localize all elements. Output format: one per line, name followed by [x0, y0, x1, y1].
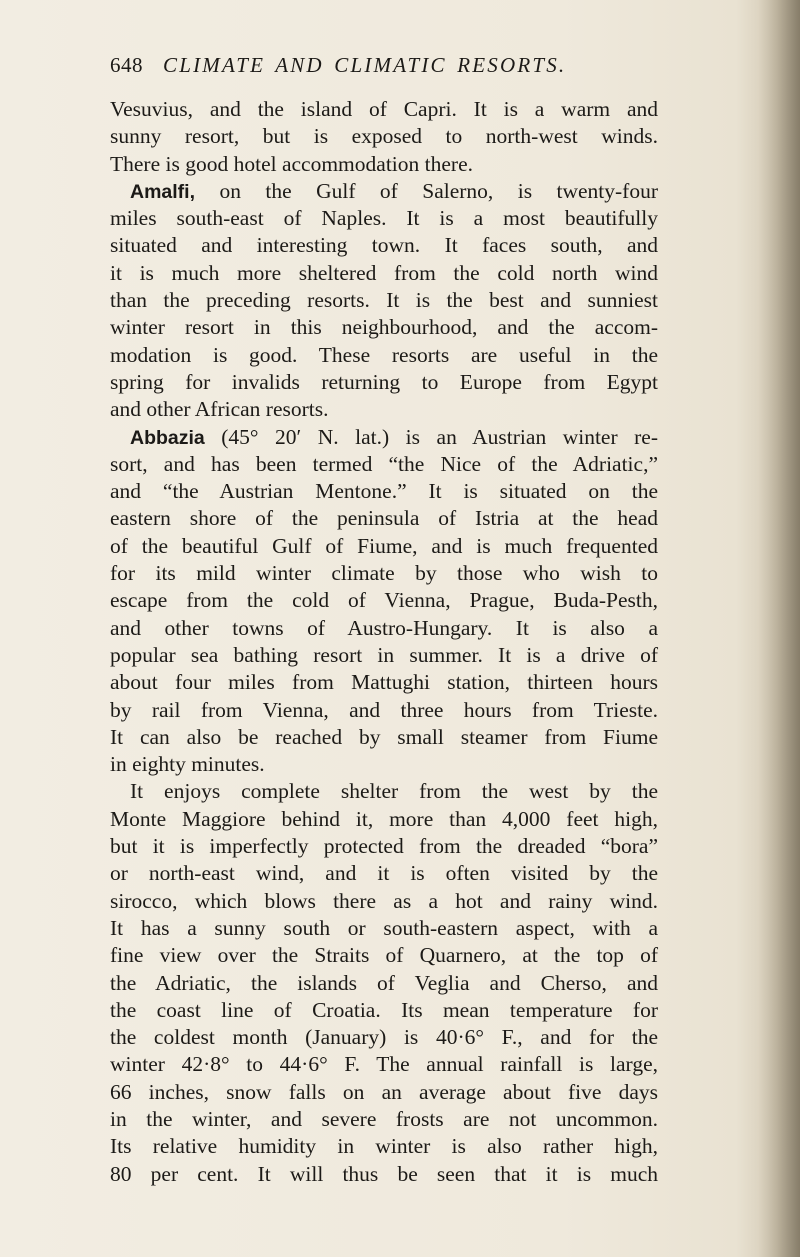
text-line: Its relative humidity in winter is also rather high,: [110, 1134, 658, 1159]
text-line: winter 42·8° to 44·6° F. The annual rainfall is large,: [110, 1052, 658, 1077]
text-line: and other African resorts.: [110, 397, 329, 422]
text-line: sunny resort, but is exposed to north-west winds.: [110, 124, 658, 149]
text-line: fine view over the Straits of Quarnero, at the top of: [110, 943, 658, 968]
text-line: 66 inches, snow falls on an average about five days: [110, 1079, 658, 1104]
text-line: modation is good. These resorts are useful in the: [110, 342, 658, 367]
text-line: situated and interesting town. It faces south, and: [110, 233, 658, 258]
text-line: the Adriatic, the islands of Veglia and Cherso, and: [110, 970, 658, 995]
text-line: the coldest month (January) is 40·6° F., and for the: [110, 1025, 658, 1050]
text-line: of the beautiful Gulf of Fiume, and is much frequented: [110, 533, 658, 558]
text-line: or north-east wind, and it is often visited by the: [110, 861, 658, 886]
heading-amalfi: Amalfi,: [130, 180, 196, 203]
text-line: about four miles from Mattughi station, thirteen hours: [110, 670, 658, 695]
text-line: Monte Maggiore behind it, more than 4,000 feet high,: [110, 806, 658, 831]
body-text: [110, 96, 658, 1188]
page-number: 648: [110, 53, 143, 77]
text-line: it is much more sheltered from the cold north wind: [110, 260, 658, 285]
text-line: for its mild winter climate by those who wish to: [110, 561, 658, 586]
page-edge-shadow: [758, 0, 800, 1257]
paragraph-start-abbazia: Abbazia (45° 20′ N. lat.) is an Austrian winter re-: [130, 424, 658, 449]
text-line: than the preceding resorts. It is the best and sunniest: [110, 288, 658, 313]
text-line: It can also be reached by small steamer from Fiume: [110, 724, 658, 749]
text-line: in eighty minutes.: [110, 752, 265, 777]
text-line: the coast line of Croatia. Its mean temperature for: [110, 997, 658, 1022]
text-line: and “the Austrian Mentone.” It is situated on the: [110, 479, 658, 504]
text-line: It has a sunny south or south-eastern aspect, with a: [110, 915, 658, 940]
text-line: escape from the cold of Vienna, Prague, Buda-Pesth,: [110, 588, 658, 613]
text-line: and other towns of Austro-Hungary. It is also a: [110, 615, 658, 640]
text-line: eastern shore of the peninsula of Istria at the head: [110, 506, 658, 531]
text-line: winter resort in this neighbourhood, and the accom-: [110, 315, 658, 340]
text-line: Vesuvius, and the island of Capri. It is a warm and: [110, 97, 658, 121]
paragraph-start: It enjoys complete shelter from the west by the: [130, 779, 658, 804]
text-line: by rail from Vienna, and three hours from Trieste.: [110, 697, 658, 722]
text-line: miles south-east of Naples. It is a most beautifully: [110, 206, 658, 231]
running-head: [110, 53, 655, 81]
text-line: but it is imperfectly protected from the dreaded “bora”: [110, 834, 658, 859]
text-line: There is good hotel accommodation there.: [110, 151, 473, 176]
text-line: sort, and has been termed “the Nice of the Adriatic,”: [110, 451, 658, 476]
paragraph-start-amalfi: Amalfi, on the Gulf of Salerno, is twenty-four: [130, 178, 658, 203]
text-line: in the winter, and severe frosts are not uncommon.: [110, 1106, 658, 1131]
text-line: 80 per cent. It will thus be seen that it is much: [110, 1161, 658, 1186]
text-line: popular sea bathing resort in summer. It is a drive of: [110, 642, 658, 667]
running-title: CLIMATE AND CLIMATIC RESORTS.: [163, 53, 567, 77]
text-line: sirocco, which blows there as a hot and rainy wind.: [110, 888, 658, 913]
heading-abbazia: Abbazia: [130, 426, 205, 449]
text-line: spring for invalids returning to Europe from Egypt: [110, 369, 658, 394]
